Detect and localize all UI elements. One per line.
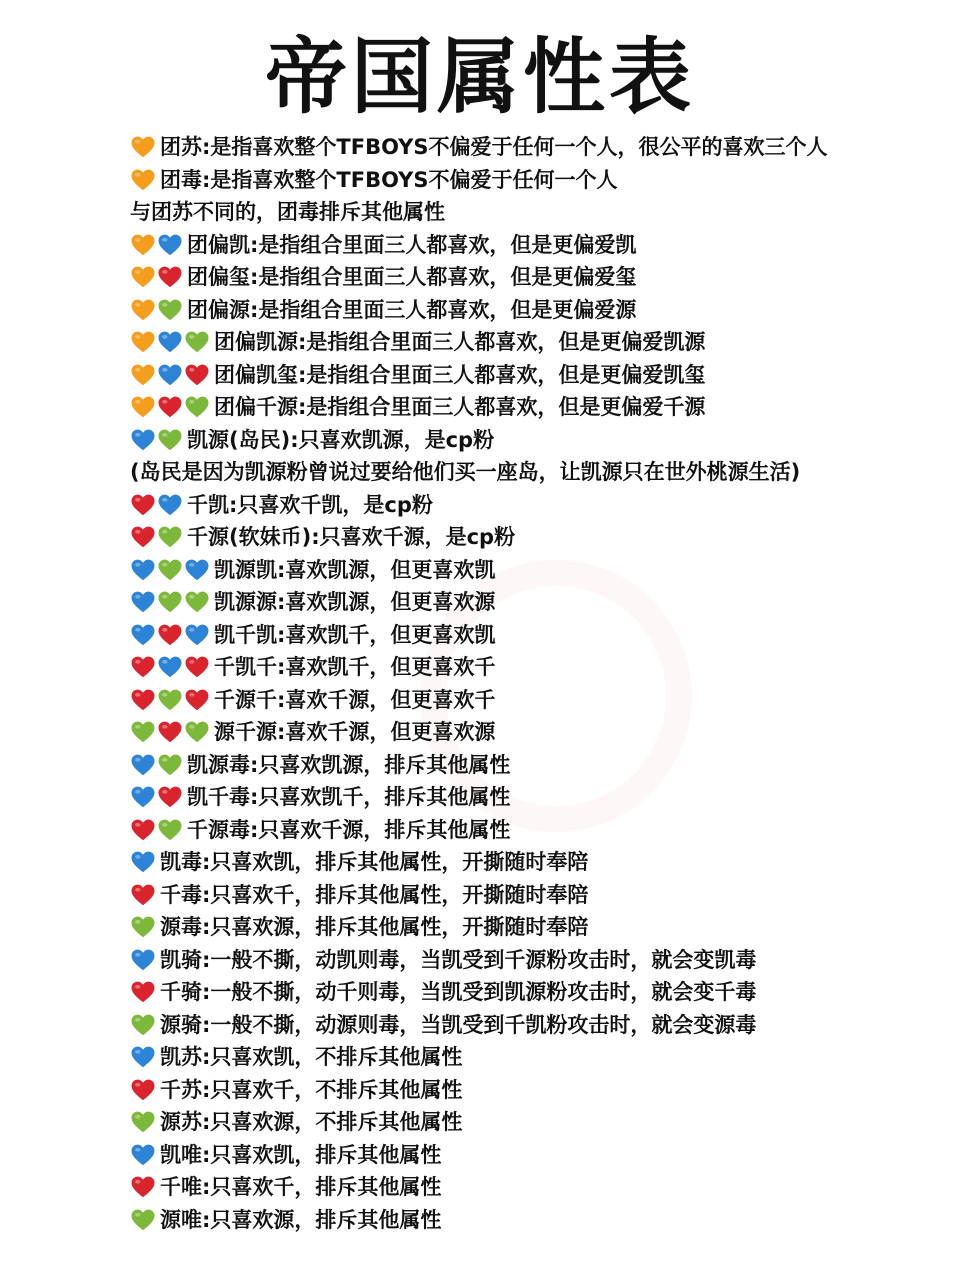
list-item-text: 团偏凯源:是指组合里面三人都喜欢，但是更偏爱凯源 <box>214 330 706 354</box>
heart-group <box>130 298 184 322</box>
list-item-text: 凯苏:只喜欢凯，不排斥其他属性 <box>160 1045 463 1069</box>
green-heart-icon <box>184 590 210 614</box>
list-item <box>130 1009 828 1042</box>
red-heart-icon <box>157 623 183 647</box>
red-heart-icon <box>130 980 156 1004</box>
blue-heart-icon <box>130 623 156 647</box>
red-heart-icon <box>130 655 156 679</box>
blue-heart-icon <box>130 590 156 614</box>
list-item-text: 千源毒:只喜欢千源，排斥其他属性 <box>187 817 511 842</box>
list-item <box>130 651 828 684</box>
heart-group <box>130 265 184 289</box>
list-item-text: 团偏凯玺:是指组合里面三人都喜欢，但是更偏爱凯玺 <box>214 362 706 387</box>
heart-group <box>130 1013 157 1037</box>
list-item-text: 团苏:是指喜欢整个TFBOYS不偏爱于任何一个人，很公平的喜欢三个人 <box>160 135 828 159</box>
heart-group <box>130 233 184 257</box>
heart-group <box>130 1143 157 1167</box>
heart-group <box>130 655 211 679</box>
red-heart-icon <box>157 265 183 289</box>
list-item-text: 源骑:一般不撕，动源则毒，当凯受到千凯粉攻击时，就会变源毒 <box>160 1012 757 1037</box>
list-item <box>130 1139 828 1172</box>
list-item <box>130 1041 828 1074</box>
list-item <box>130 586 828 619</box>
orange-heart-icon <box>130 363 156 387</box>
red-heart-icon <box>184 363 210 387</box>
heart-group <box>130 363 211 387</box>
green-heart-icon <box>157 558 183 582</box>
blue-heart-icon <box>130 1143 156 1167</box>
list-item-text: 凯毒:只喜欢凯，排斥其他属性，开撕随时奉陪 <box>160 850 589 874</box>
list-item-text: 源苏:只喜欢源，不排斥其他属性 <box>160 1110 463 1134</box>
red-heart-icon <box>184 655 210 679</box>
green-heart-icon <box>130 1208 156 1232</box>
heart-group <box>130 1208 157 1232</box>
list-item <box>130 554 828 587</box>
list-item-text: 源毒:只喜欢源，排斥其他属性，开撕随时奉陪 <box>160 915 589 939</box>
red-heart-icon <box>157 785 183 809</box>
list-item-text: 与团苏不同的，团毒排斥其他属性 <box>130 200 445 224</box>
list-item-text: 凯千毒:只喜欢凯千，排斥其他属性 <box>187 785 511 809</box>
orange-heart-icon <box>130 233 156 257</box>
green-heart-icon <box>157 688 183 712</box>
heart-group <box>130 1078 157 1102</box>
heart-group <box>130 883 157 907</box>
list-item <box>130 749 828 782</box>
list-item <box>130 1204 828 1237</box>
orange-heart-icon <box>130 298 156 322</box>
heart-group <box>130 330 211 354</box>
orange-heart-icon <box>130 265 156 289</box>
blue-heart-icon <box>157 233 183 257</box>
list-item <box>130 521 828 554</box>
list-item <box>130 781 828 814</box>
list-item-text: 源千源:喜欢千源，但更喜欢源 <box>214 720 496 744</box>
list-item-text: 凯源源:喜欢凯源，但更喜欢源 <box>214 590 496 614</box>
heart-group <box>130 1175 157 1199</box>
blue-heart-icon <box>130 558 156 582</box>
heart-group <box>130 493 184 517</box>
red-heart-icon <box>157 395 183 419</box>
list-item-text: 千唯:只喜欢千，排斥其他属性 <box>160 1175 442 1199</box>
list-item <box>130 391 828 424</box>
page-title: 帝国属性表 <box>264 30 695 125</box>
list-item <box>130 1171 828 1204</box>
list-item <box>130 261 828 294</box>
heart-group <box>130 168 157 192</box>
green-heart-icon <box>184 330 210 354</box>
red-heart-icon <box>184 688 210 712</box>
heart-group <box>130 688 211 712</box>
blue-heart-icon <box>157 330 183 354</box>
blue-heart-icon <box>130 948 156 972</box>
list-item-text: 凯源(岛民):只喜欢凯源，是cp粉 <box>187 427 495 452</box>
list-item <box>130 424 828 457</box>
blue-heart-icon <box>130 850 156 874</box>
list-item-text: (岛民是因为凯源粉曾说过要给他们买一座岛，让凯源只在世外桃源生活) <box>130 460 801 484</box>
heart-group <box>130 753 184 777</box>
list-item <box>130 814 828 847</box>
list-item-text: 凯骑:一般不撕，动凯则毒，当凯受到千源粉攻击时，就会变凯毒 <box>160 947 757 972</box>
heart-group <box>130 135 157 159</box>
list-item <box>130 716 828 749</box>
list-item-text: 千毒:只喜欢千，排斥其他属性，开撕随时奉陪 <box>160 882 589 907</box>
list-item-text: 团偏千源:是指组合里面三人都喜欢，但是更偏爱千源 <box>214 395 706 419</box>
green-heart-icon <box>184 395 210 419</box>
green-heart-icon <box>130 1110 156 1134</box>
list-item <box>130 326 828 359</box>
red-heart-icon <box>130 1078 156 1102</box>
list-item-text: 凯源凯:喜欢凯源，但更喜欢凯 <box>214 557 496 582</box>
green-heart-icon <box>157 428 183 452</box>
list-item <box>130 456 828 489</box>
list-item <box>130 229 828 262</box>
heart-group <box>130 590 211 614</box>
orange-heart-icon <box>130 395 156 419</box>
list-item <box>130 196 828 229</box>
list-item-text: 凯源毒:只喜欢凯源，排斥其他属性 <box>187 752 511 777</box>
list-item-text: 团偏凯:是指组合里面三人都喜欢，但是更偏爱凯 <box>187 232 637 257</box>
list-item <box>130 1106 828 1139</box>
list-item-text: 千骑:一般不撕，动千则毒，当凯受到凯源粉攻击时，就会变千毒 <box>160 980 757 1004</box>
heart-group <box>130 720 211 744</box>
orange-heart-icon <box>130 168 156 192</box>
red-heart-icon <box>130 493 156 517</box>
list-item-text: 千凯:只喜欢千凯，是cp粉 <box>187 492 433 517</box>
heart-group <box>130 395 211 419</box>
blue-heart-icon <box>130 785 156 809</box>
list-item-text: 团偏玺:是指组合里面三人都喜欢，但是更偏爱玺 <box>187 265 637 289</box>
green-heart-icon <box>130 720 156 744</box>
orange-heart-icon <box>130 330 156 354</box>
list-item <box>130 164 828 197</box>
heart-group <box>130 558 211 582</box>
blue-heart-icon <box>157 655 183 679</box>
green-heart-icon <box>157 298 183 322</box>
heart-group <box>130 1045 157 1069</box>
list-item <box>130 1074 828 1107</box>
list-item <box>130 846 828 879</box>
list-item-text: 源唯:只喜欢源，排斥其他属性 <box>160 1207 442 1232</box>
heart-group <box>130 850 157 874</box>
list-item <box>130 294 828 327</box>
list-item-text: 团毒:是指喜欢整个TFBOYS不偏爱于任何一个人 <box>160 167 618 192</box>
green-heart-icon <box>157 590 183 614</box>
blue-heart-icon <box>157 363 183 387</box>
blue-heart-icon <box>130 428 156 452</box>
list-item-text: 千源(软妹币):只喜欢千源，是cp粉 <box>187 525 516 549</box>
blue-heart-icon <box>130 753 156 777</box>
list-item-text: 凯唯:只喜欢凯，排斥其他属性 <box>160 1142 442 1167</box>
red-heart-icon <box>130 818 156 842</box>
heart-group <box>130 818 184 842</box>
list-item <box>130 944 828 977</box>
list-item <box>130 976 828 1009</box>
heart-group <box>130 785 184 809</box>
green-heart-icon <box>130 915 156 939</box>
list-item <box>130 879 828 912</box>
list-item <box>130 359 828 392</box>
list-item <box>130 684 828 717</box>
list-item <box>130 911 828 944</box>
list-item-text: 凯千凯:喜欢凯千，但更喜欢凯 <box>214 622 496 647</box>
list-item <box>130 619 828 652</box>
list-item <box>130 489 828 522</box>
heart-group <box>130 915 157 939</box>
heart-group <box>130 980 157 1004</box>
attribute-list <box>130 131 828 1236</box>
green-heart-icon <box>157 818 183 842</box>
blue-heart-icon <box>157 493 183 517</box>
heart-group <box>130 623 211 647</box>
green-heart-icon <box>157 753 183 777</box>
orange-heart-icon <box>130 135 156 159</box>
list-item-text: 团偏源:是指组合里面三人都喜欢，但是更偏爱源 <box>187 297 637 322</box>
blue-heart-icon <box>130 1045 156 1069</box>
heart-group <box>130 1110 157 1134</box>
heart-group <box>130 525 184 549</box>
red-heart-icon <box>130 688 156 712</box>
heart-group <box>130 948 157 972</box>
green-heart-icon <box>157 525 183 549</box>
red-heart-icon <box>130 883 156 907</box>
blue-heart-icon <box>184 558 210 582</box>
list-item-text: 千苏:只喜欢千，不排斥其他属性 <box>160 1077 463 1102</box>
heart-group <box>130 428 184 452</box>
list-item <box>130 131 828 164</box>
red-heart-icon <box>157 720 183 744</box>
green-heart-icon <box>184 720 210 744</box>
red-heart-icon <box>130 1175 156 1199</box>
green-heart-icon <box>130 1013 156 1037</box>
blue-heart-icon <box>184 623 210 647</box>
list-item-text: 千源千:喜欢千源，但更喜欢千 <box>214 687 496 712</box>
list-item-text: 千凯千:喜欢凯千，但更喜欢千 <box>214 655 496 679</box>
red-heart-icon <box>130 525 156 549</box>
